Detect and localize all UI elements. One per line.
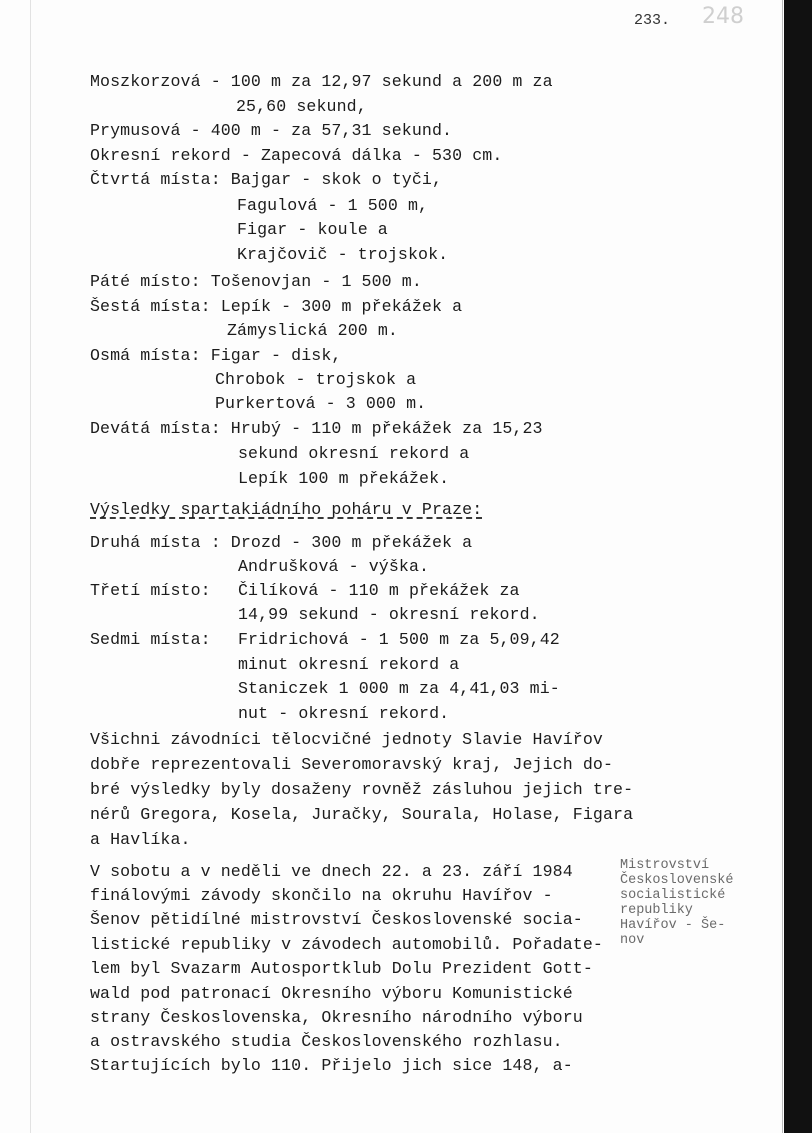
text-line: Fridrichová - 1 500 m za 5,09,42 [238, 630, 560, 649]
text-line: Čilíková - 110 m překážek za [238, 581, 520, 600]
text-line: 14,99 sekund - okresní rekord. [238, 605, 540, 624]
page-right-edge [782, 0, 783, 1133]
text-line: a ostravského studia Československého rozhlasu. [90, 1032, 563, 1051]
text-line: Moszkorzová - 100 m za 12,97 sekund a 200 m za [90, 72, 553, 91]
text-line: Šenov pětidílné mistrovství Československé socia- [90, 910, 583, 929]
text-line: Okresní rekord - Zapecová dálka - 530 cm. [90, 146, 503, 165]
text-line: Chrobok - trojskok a [215, 370, 417, 389]
text-line: Lepík 100 m překážek. [238, 469, 450, 488]
section-heading: Výsledky spartakiádního poháru v Praze: [90, 500, 483, 519]
text-line: Krajčovič - trojskok. [237, 245, 449, 264]
text-line: Andrušková - výška. [238, 557, 430, 576]
text-line: nérů Gregora, Kosela, Juračky, Sourala, Holase, Figara [90, 805, 634, 824]
text-line: Staniczek 1 000 m za 4,41,03 mi- [238, 679, 560, 698]
text-line: lem byl Svazarm Autosportklub Dolu Prezident Gott- [90, 959, 593, 978]
archive-number: 248 [702, 4, 744, 29]
margin-note: Mistrovství Československé socialistické republiky Havířov - Še- nov [620, 858, 734, 948]
text-line: Devátá místa: Hrubý - 110 m překážek za 15,23 [90, 419, 543, 438]
text-line: Fagulová - 1 500 m, [237, 196, 429, 215]
text-line: Figar - koule a [237, 220, 388, 239]
text-line: bré výsledky byly dosaženy rovněž zásluhou jejich tre- [90, 780, 634, 799]
text-line: wald pod patronací Okresního výboru Komunistické [90, 984, 573, 1003]
text-line: Zámyslická 200 m. [227, 321, 398, 340]
page-number: 233. [634, 12, 671, 29]
text-line: minut okresní rekord a [238, 655, 460, 674]
text-line-label: Třetí místo: [90, 581, 211, 600]
text-line: Osmá místa: Figar - disk, [90, 346, 342, 365]
text-line: Purkertová - 3 000 m. [215, 394, 427, 413]
text-line: a Havlíka. [90, 830, 191, 849]
text-line: strany Československa, Okresního národního výboru [90, 1008, 583, 1027]
text-line: dobře reprezentovali Severomoravský kraj, Jejich do- [90, 755, 614, 774]
page-left-edge [30, 0, 31, 1133]
text-line: Startujících bylo 110. Přijelo jich sice 148, a- [90, 1056, 573, 1075]
text-line: Všichni závodníci tělocvičné jednoty Slavie Havířov [90, 730, 603, 749]
text-line: Páté místo: Tošenovjan - 1 500 m. [90, 272, 422, 291]
text-line: Prymusová - 400 m - za 57,31 sekund. [90, 121, 453, 140]
scan-border [784, 0, 812, 1133]
text-line: listické republiky v závodech automobilů. Pořadate- [90, 935, 603, 954]
text-line: Čtvrtá místa: Bajgar - skok o tyči, [90, 170, 443, 189]
text-line: V sobotu a v neděli ve dnech 22. a 23. září 1984 [90, 862, 573, 881]
text-line: 25,60 sekund, [236, 97, 367, 116]
text-line: sekund okresní rekord a [238, 444, 470, 463]
text-line-label: Sedmi místa: [90, 630, 211, 649]
text-line: finálovými závody skončilo na okruhu Havířov - [90, 886, 553, 905]
text-line: Druhá místa : Drozd - 300 m překážek a [90, 533, 473, 552]
text-line: Šestá místa: Lepík - 300 m překážek a [90, 297, 463, 316]
text-line: nut - okresní rekord. [238, 704, 450, 723]
